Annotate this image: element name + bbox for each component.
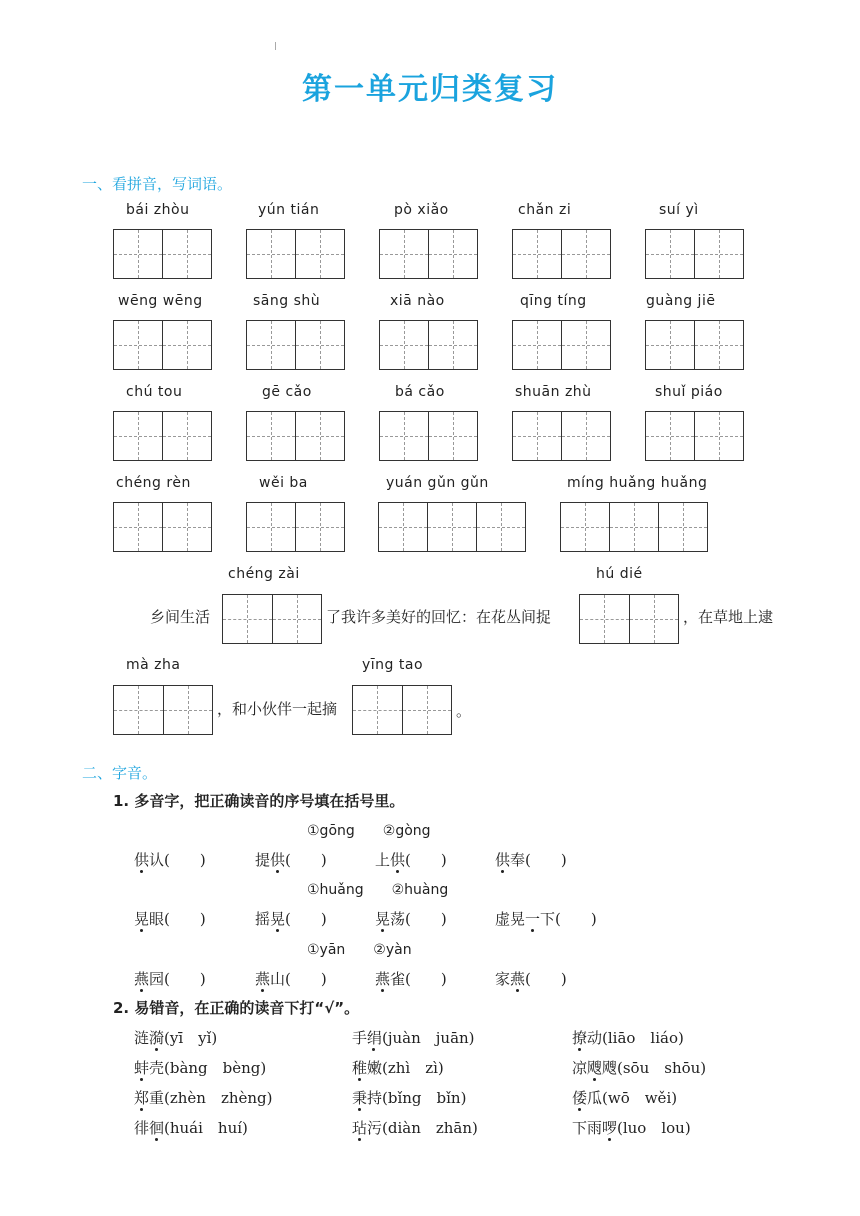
error-prone-item: 玷污(diàn zhān) [352, 1119, 478, 1137]
writing-cell[interactable] [247, 321, 295, 369]
writing-cell[interactable] [114, 503, 162, 551]
error-prone-item: 倭瓜(wō wěi) [572, 1089, 678, 1107]
pronunciation-options: ①yān ②yàn [307, 942, 412, 958]
emphasis-dot [140, 1108, 143, 1111]
polyphone-item: 虚晃一下( ) [495, 910, 597, 928]
writing-box[interactable] [512, 320, 611, 370]
pronunciation-options: ①gōng ②gòng [307, 823, 431, 839]
polyphone-item: 上供( ) [375, 851, 447, 869]
pinyin-label: chéng rèn [116, 475, 191, 491]
pinyin-label: gē cǎo [262, 384, 312, 400]
writing-box[interactable] [379, 229, 478, 279]
writing-cell[interactable] [247, 230, 295, 278]
emphasis-dot [276, 870, 279, 873]
error-prone-item: 郑重(zhèn zhèng) [134, 1089, 273, 1107]
writing-box[interactable] [645, 411, 744, 461]
writing-cell[interactable] [380, 412, 428, 460]
writing-box[interactable] [560, 502, 708, 552]
emphasis-dot [381, 929, 384, 932]
writing-cell[interactable] [247, 503, 295, 551]
error-prone-item: 秉持(bǐng bǐn) [352, 1089, 467, 1107]
sentence-pinyin-1: chéng zài [228, 566, 300, 582]
writing-cell[interactable] [295, 412, 344, 460]
writing-cell[interactable] [658, 503, 707, 551]
sentence-pinyin-2: hú dié [596, 566, 643, 582]
emphasis-dot [140, 1078, 143, 1081]
writing-cell[interactable] [561, 230, 610, 278]
writing-cell[interactable] [114, 412, 162, 460]
emphasis-dot [358, 1138, 361, 1141]
writing-box[interactable] [246, 502, 345, 552]
error-prone-item: 徘徊(huái huí) [134, 1119, 248, 1137]
error-prone-item: 手绢(juàn juān) [352, 1029, 475, 1047]
writing-box[interactable] [645, 320, 744, 370]
pinyin-label: pò xiǎo [394, 202, 449, 218]
emphasis-dot [140, 929, 143, 932]
writing-cell[interactable] [114, 230, 162, 278]
emphasis-dot [516, 989, 519, 992]
polyphone-item: 晃眼( ) [134, 910, 206, 928]
writing-box[interactable] [113, 685, 213, 735]
polyphone-item: 家燕( ) [495, 970, 567, 988]
sentence-text-1: 乡间生活 [150, 608, 211, 626]
writing-cell[interactable] [379, 503, 427, 551]
polyphone-item: 晃荡( ) [375, 910, 447, 928]
emphasis-dot [578, 1108, 581, 1111]
error-prone-item: 凉飕飕(sōu shōu) [572, 1059, 707, 1077]
emphasis-dot [261, 989, 264, 992]
writing-cell[interactable] [162, 321, 211, 369]
pinyin-label: bá cǎo [395, 384, 445, 400]
writing-cell[interactable] [513, 230, 561, 278]
polyphone-item: 燕雀( ) [375, 970, 447, 988]
sentence-text-3: ，在草地上逮 [683, 608, 774, 626]
emphasis-dot [578, 1048, 581, 1051]
pinyin-label: xiā nào [390, 293, 445, 309]
emphasis-dot [593, 1078, 596, 1081]
error-prone-item: 涟漪(yī yǐ) [134, 1029, 218, 1047]
pinyin-label: yún tián [258, 202, 320, 218]
question-2-title: 2. 易错音，在正确的读音下打“√”。 [113, 999, 360, 1017]
pinyin-label: shuān zhù [515, 384, 592, 400]
polyphone-item: 供认( ) [134, 851, 206, 869]
pinyin-label: chú tou [126, 384, 183, 400]
writing-cell[interactable] [561, 412, 610, 460]
writing-cell[interactable] [513, 412, 561, 460]
writing-box[interactable] [246, 411, 345, 461]
error-prone-item: 撩动(liāo liáo) [572, 1029, 684, 1047]
pinyin-label: suí yì [659, 202, 699, 218]
emphasis-dot [155, 1048, 158, 1051]
pinyin-label: míng huǎng huǎng [567, 475, 708, 491]
writing-cell[interactable] [428, 321, 477, 369]
emphasis-dot [372, 1048, 375, 1051]
writing-cell[interactable] [646, 412, 694, 460]
writing-cell[interactable] [694, 321, 743, 369]
emphasis-dot [396, 870, 399, 873]
writing-cell[interactable] [114, 321, 162, 369]
writing-cell[interactable] [295, 503, 344, 551]
writing-cell[interactable] [295, 321, 344, 369]
emphasis-dot [155, 1138, 158, 1141]
writing-cell[interactable] [561, 503, 609, 551]
pinyin-label: guàng jiē [646, 293, 716, 309]
emphasis-dot [140, 989, 143, 992]
margin-mark [275, 42, 276, 50]
emphasis-dot [140, 870, 143, 873]
pinyin-label: sāng shù [253, 293, 321, 309]
writing-box[interactable] [352, 685, 452, 735]
pinyin-label: chǎn zi [518, 202, 572, 218]
pinyin-label: qīng tíng [520, 293, 587, 309]
writing-box[interactable] [512, 411, 611, 461]
writing-box[interactable] [379, 411, 478, 461]
sentence-pinyin-3: mà zha [126, 657, 181, 673]
sentence-text-5: 。 [456, 702, 472, 720]
writing-cell[interactable] [694, 230, 743, 278]
writing-cell[interactable] [646, 230, 694, 278]
emphasis-dot [358, 1108, 361, 1111]
writing-cell[interactable] [427, 503, 476, 551]
writing-box[interactable] [246, 229, 345, 279]
polyphone-item: 供奉( ) [495, 851, 567, 869]
polyphone-item: 摇晃( ) [255, 910, 327, 928]
writing-cell[interactable] [162, 412, 211, 460]
writing-cell[interactable] [380, 321, 428, 369]
writing-box[interactable] [113, 229, 212, 279]
section-heading-1: 一、看拼音，写词语。 [82, 175, 233, 193]
page-title: 第一单元归类复习 [302, 72, 558, 107]
pinyin-label: wěi ba [259, 475, 308, 491]
error-prone-item: 下雨啰(luo lou) [572, 1119, 691, 1137]
writing-cell[interactable] [428, 412, 477, 460]
writing-cell[interactable] [162, 503, 211, 551]
writing-box[interactable] [222, 594, 322, 644]
writing-cell[interactable] [561, 321, 610, 369]
emphasis-dot [531, 929, 534, 932]
writing-box[interactable] [113, 411, 212, 461]
polyphone-item: 燕山( ) [255, 970, 327, 988]
writing-cell[interactable] [609, 503, 658, 551]
sentence-text-4: ，和小伙伴一起摘 [217, 700, 338, 718]
writing-cell[interactable] [247, 412, 295, 460]
writing-box[interactable] [379, 320, 478, 370]
error-prone-item: 稚嫩(zhì zì) [352, 1059, 444, 1077]
pinyin-label: shuǐ piáo [655, 384, 723, 400]
writing-box[interactable] [113, 320, 212, 370]
pronunciation-options: ①huǎng ②huàng [307, 882, 449, 898]
emphasis-dot [276, 929, 279, 932]
writing-cell[interactable] [162, 230, 211, 278]
error-prone-item: 蚌壳(bàng bèng) [134, 1059, 267, 1077]
writing-box[interactable] [512, 229, 611, 279]
sentence-pinyin-4: yīng tao [362, 657, 424, 673]
writing-cell[interactable] [694, 412, 743, 460]
question-1-title: 1. 多音字，把正确读音的序号填在括号里。 [113, 792, 405, 810]
emphasis-dot [608, 1138, 611, 1141]
writing-box[interactable] [378, 502, 526, 552]
writing-cell[interactable] [428, 230, 477, 278]
polyphone-item: 燕园( ) [134, 970, 206, 988]
section-heading-2: 二、字音。 [82, 764, 158, 782]
writing-box[interactable] [246, 320, 345, 370]
writing-cell[interactable] [476, 503, 525, 551]
writing-cell[interactable] [295, 230, 344, 278]
pinyin-label: bái zhòu [126, 202, 190, 218]
emphasis-dot [381, 989, 384, 992]
writing-cell[interactable] [646, 321, 694, 369]
pinyin-label: yuán gǔn gǔn [386, 475, 489, 491]
sentence-text-2: 了我许多美好的回忆：在花丛间捉 [326, 608, 552, 626]
emphasis-dot [358, 1078, 361, 1081]
pinyin-label: wēng wēng [118, 293, 203, 309]
emphasis-dot [501, 870, 504, 873]
writing-cell[interactable] [513, 321, 561, 369]
polyphone-item: 提供( ) [255, 851, 327, 869]
writing-box[interactable] [113, 502, 212, 552]
writing-cell[interactable] [380, 230, 428, 278]
writing-box[interactable] [579, 594, 679, 644]
writing-box[interactable] [645, 229, 744, 279]
